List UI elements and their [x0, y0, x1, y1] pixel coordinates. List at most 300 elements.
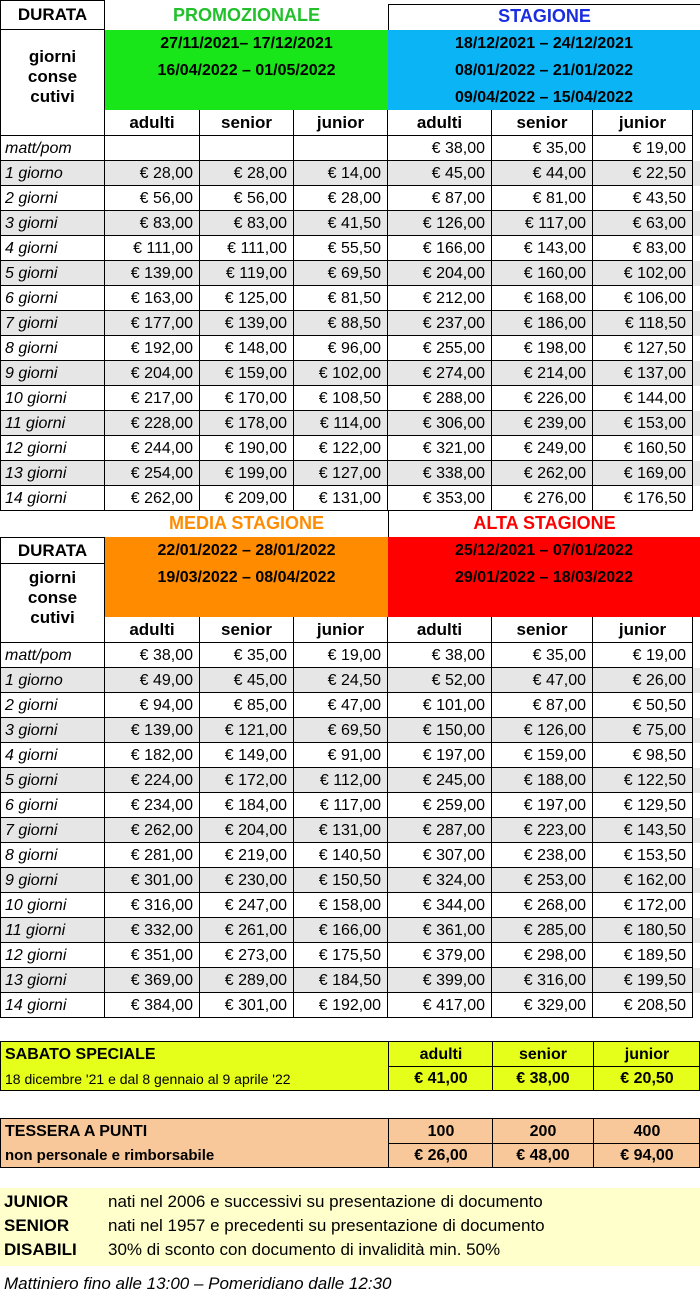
- price-cell: € 94,00: [105, 693, 200, 718]
- price-cell: € 28,00: [105, 161, 200, 186]
- table-row: [0, 436, 700, 461]
- note-key: DISABILI: [4, 1240, 77, 1259]
- giorni-line: conse: [27, 588, 78, 607]
- price-cell: € 369,00: [105, 968, 200, 993]
- tessera-subtitle: non personale e rimborsabile: [5, 1147, 215, 1164]
- price-cell: € 208,50: [593, 993, 693, 1018]
- price-cell: € 50,50: [593, 693, 693, 718]
- price-cell: € 288,00: [388, 386, 492, 411]
- price-cell: € 108,50: [294, 386, 388, 411]
- date-range: 18/12/2021 – 24/12/2021: [455, 35, 633, 52]
- price-cell: € 19,00: [294, 643, 388, 668]
- date-range: 09/04/2022 – 15/04/2022: [455, 89, 633, 106]
- price-cell: € 117,00: [492, 211, 593, 236]
- price-cell: € 121,00: [200, 718, 294, 743]
- price-cell: € 316,00: [492, 968, 593, 993]
- col-header-row: [0, 617, 700, 643]
- price-cell: [200, 136, 294, 161]
- price-cell: € 175,50: [294, 943, 388, 968]
- sabato-col: junior: [624, 1046, 670, 1063]
- price-cell: € 168,00: [492, 286, 593, 311]
- table-row: [0, 893, 700, 918]
- price-cell: € 148,00: [200, 336, 294, 361]
- price-cell: € 417,00: [388, 993, 492, 1018]
- price-cell: € 223,00: [492, 818, 593, 843]
- price-cell: € 126,00: [492, 718, 593, 743]
- price-cell: € 55,50: [294, 236, 388, 261]
- table-row: [0, 668, 700, 693]
- price-cell: € 324,00: [388, 868, 492, 893]
- price-cell: € 137,00: [593, 361, 693, 386]
- row-label: 4 giorni: [0, 236, 105, 261]
- row-label: 4 giorni: [0, 743, 105, 768]
- price-cell: € 45,00: [388, 161, 492, 186]
- price-cell: € 49,00: [105, 668, 200, 693]
- price-cell: € 332,00: [105, 918, 200, 943]
- row-label: 7 giorni: [0, 311, 105, 336]
- price-cell: € 166,00: [388, 236, 492, 261]
- price-cell: € 204,00: [200, 818, 294, 843]
- price-cell: € 184,50: [294, 968, 388, 993]
- price-cell: € 47,00: [492, 668, 593, 693]
- price-cell: € 122,50: [593, 768, 693, 793]
- row-label: 5 giorni: [0, 261, 105, 286]
- price-cell: € 88,50: [294, 311, 388, 336]
- table-row: [0, 718, 700, 743]
- price-cell: € 163,00: [105, 286, 200, 311]
- price-cell: € 316,00: [105, 893, 200, 918]
- price-cell: € 259,00: [388, 793, 492, 818]
- price-cell: € 127,00: [294, 461, 388, 486]
- price-cell: € 169,00: [593, 461, 693, 486]
- table-row: [0, 161, 700, 186]
- price-cell: € 122,00: [294, 436, 388, 461]
- table-row: [0, 211, 700, 236]
- date-range: 25/12/2021 – 07/01/2022: [455, 542, 633, 559]
- price-cell: € 91,00: [294, 743, 388, 768]
- price-cell: € 274,00: [388, 361, 492, 386]
- date-range: 19/03/2022 – 08/04/2022: [157, 569, 336, 586]
- row-label: 2 giorni: [0, 693, 105, 718]
- row-label: 14 giorni: [0, 993, 105, 1018]
- giorni-line: cutivi: [30, 608, 75, 627]
- price-cell: € 180,50: [593, 918, 693, 943]
- row-label: 12 giorni: [0, 436, 105, 461]
- price-cell: € 186,00: [492, 311, 593, 336]
- table-row: [0, 843, 700, 868]
- price-cell: € 111,00: [200, 236, 294, 261]
- table-row: [0, 461, 700, 486]
- price-cell: € 106,00: [593, 286, 693, 311]
- giorni-line: cutivi: [30, 87, 75, 106]
- table-row: [0, 261, 700, 286]
- note-key: JUNIOR: [4, 1192, 69, 1211]
- row-label: 13 giorni: [0, 968, 105, 993]
- price-cell: € 28,00: [200, 161, 294, 186]
- price-cell: € 22,50: [593, 161, 693, 186]
- price-cell: € 244,00: [105, 436, 200, 461]
- price-cell: € 24,50: [294, 668, 388, 693]
- price-cell: € 139,00: [200, 311, 294, 336]
- price-cell: € 159,00: [200, 361, 294, 386]
- price-cell: € 102,00: [294, 361, 388, 386]
- band-title-stagione: STAGIONE: [388, 4, 700, 30]
- table-row: [0, 186, 700, 211]
- price-cell: € 281,00: [105, 843, 200, 868]
- price-cell: € 38,00: [105, 643, 200, 668]
- price-cell: € 306,00: [388, 411, 492, 436]
- tessera-col: 400: [633, 1123, 661, 1140]
- price-cell: € 209,00: [200, 486, 294, 511]
- price-cell: € 285,00: [492, 918, 593, 943]
- row-label: 14 giorni: [0, 486, 105, 511]
- row-label: 9 giorni: [0, 868, 105, 893]
- durata-header: DURATA: [0, 537, 105, 564]
- price-cell: € 81,00: [492, 186, 593, 211]
- price-cell: € 83,00: [593, 236, 693, 261]
- price-cell: € 237,00: [388, 311, 492, 336]
- price-cell: € 268,00: [492, 893, 593, 918]
- row-label: 11 giorni: [0, 411, 105, 436]
- price-cell: € 153,00: [593, 411, 693, 436]
- price-cell: € 344,00: [388, 893, 492, 918]
- col-header-row: [0, 110, 700, 136]
- price-cell: € 38,00: [388, 136, 492, 161]
- price-cell: € 131,00: [294, 818, 388, 843]
- price-cell: € 177,00: [105, 311, 200, 336]
- price-cell: € 45,00: [200, 668, 294, 693]
- price-cell: € 255,00: [388, 336, 492, 361]
- price-cell: € 102,00: [593, 261, 693, 286]
- price-cell: € 192,00: [105, 336, 200, 361]
- price-cell: € 249,00: [492, 436, 593, 461]
- price-cell: € 204,00: [105, 361, 200, 386]
- price-cell: € 351,00: [105, 943, 200, 968]
- price-cell: € 273,00: [200, 943, 294, 968]
- table-row: [0, 361, 700, 386]
- price-cell: € 338,00: [388, 461, 492, 486]
- row-label: 6 giorni: [0, 793, 105, 818]
- table-row: [0, 386, 700, 411]
- tessera-col: 200: [529, 1123, 557, 1140]
- giorni-line: conse: [27, 67, 78, 86]
- price-cell: € 83,00: [200, 211, 294, 236]
- row-label: 6 giorni: [0, 286, 105, 311]
- price-cell: € 219,00: [200, 843, 294, 868]
- price-cell: € 35,00: [492, 643, 593, 668]
- col-header-blank: [0, 110, 105, 136]
- price-cell: € 204,00: [388, 261, 492, 286]
- table-row: [0, 993, 700, 1018]
- price-cell: € 217,00: [105, 386, 200, 411]
- price-cell: € 126,00: [388, 211, 492, 236]
- price-cell: € 127,50: [593, 336, 693, 361]
- price-cell: € 384,00: [105, 993, 200, 1018]
- table-row: [0, 818, 700, 843]
- row-label: 7 giorni: [0, 818, 105, 843]
- price-cell: € 197,00: [492, 793, 593, 818]
- table-row: [0, 336, 700, 361]
- price-cell: € 87,00: [492, 693, 593, 718]
- table-row: [0, 793, 700, 818]
- price-cell: [105, 136, 200, 161]
- note-text: nati nel 1957 e precedenti su presentazione di documento: [108, 1216, 545, 1235]
- price-cell: € 160,50: [593, 436, 693, 461]
- price-cell: [294, 136, 388, 161]
- table-row: [0, 943, 700, 968]
- date-range: 16/04/2022 – 01/05/2022: [157, 62, 336, 79]
- table-row: [0, 918, 700, 943]
- price-cell: € 234,00: [105, 793, 200, 818]
- price-cell: € 198,00: [492, 336, 593, 361]
- price-cell: € 307,00: [388, 843, 492, 868]
- price-cell: € 143,00: [492, 236, 593, 261]
- giorni-label: [0, 30, 105, 110]
- price-cell: € 301,00: [105, 868, 200, 893]
- col-header: senior: [492, 110, 593, 136]
- table-row: [0, 486, 700, 511]
- col-header: adulti: [388, 617, 492, 643]
- price-cell: € 19,00: [593, 643, 693, 668]
- price-cell: € 52,00: [388, 668, 492, 693]
- tessera-col: 100: [427, 1123, 455, 1140]
- col-header: adulti: [105, 110, 200, 136]
- tessera-price: € 48,00: [516, 1147, 570, 1164]
- sabato-price: € 41,00: [414, 1070, 468, 1087]
- table-row: [0, 868, 700, 893]
- price-cell: € 83,00: [105, 211, 200, 236]
- price-cell: € 56,00: [200, 186, 294, 211]
- price-cell: € 114,00: [294, 411, 388, 436]
- table-row: [0, 743, 700, 768]
- price-cell: € 41,50: [294, 211, 388, 236]
- price-cell: € 289,00: [200, 968, 294, 993]
- date-range: 27/11/2021– 17/12/2021: [160, 35, 333, 52]
- col-header: junior: [294, 110, 388, 136]
- price-cell: € 143,50: [593, 818, 693, 843]
- price-cell: € 111,00: [105, 236, 200, 261]
- price-cell: € 162,00: [593, 868, 693, 893]
- price-cell: € 276,00: [492, 486, 593, 511]
- table-row: [0, 286, 700, 311]
- price-cell: € 101,00: [388, 693, 492, 718]
- price-cell: € 212,00: [388, 286, 492, 311]
- price-cell: € 226,00: [492, 386, 593, 411]
- row-label: 8 giorni: [0, 843, 105, 868]
- price-cell: € 230,00: [200, 868, 294, 893]
- price-cell: € 178,00: [200, 411, 294, 436]
- col-header-blank: [0, 617, 105, 643]
- price-cell: € 158,00: [294, 893, 388, 918]
- price-cell: € 172,00: [200, 768, 294, 793]
- sabato-col: adulti: [419, 1046, 463, 1063]
- price-cell: € 140,50: [294, 843, 388, 868]
- price-cell: € 125,00: [200, 286, 294, 311]
- sabato-title: SABATO SPECIALE: [5, 1046, 156, 1063]
- price-cell: € 182,00: [105, 743, 200, 768]
- price-cell: € 399,00: [388, 968, 492, 993]
- price-cell: € 98,50: [593, 743, 693, 768]
- price-cell: € 189,50: [593, 943, 693, 968]
- sabato-speciale-box: [0, 1041, 700, 1091]
- price-cell: € 176,50: [593, 486, 693, 511]
- notes-box: [0, 1188, 700, 1266]
- price-cell: € 261,00: [200, 918, 294, 943]
- price-cell: € 321,00: [388, 436, 492, 461]
- price-cell: € 44,00: [492, 161, 593, 186]
- price-cell: € 75,00: [593, 718, 693, 743]
- sabato-subtitle: 18 dicembre '21 e dal 8 gennaio al 9 aprile '22: [5, 1071, 291, 1087]
- price-cell: € 63,00: [593, 211, 693, 236]
- price-cell: € 199,00: [200, 461, 294, 486]
- price-cell: € 47,00: [294, 693, 388, 718]
- row-label: 1 giorno: [0, 161, 105, 186]
- price-cell: € 214,00: [492, 361, 593, 386]
- sabato-price: € 38,00: [516, 1070, 570, 1087]
- row-label: 10 giorni: [0, 893, 105, 918]
- price-cell: € 166,00: [294, 918, 388, 943]
- price-cell: € 119,00: [200, 261, 294, 286]
- row-label: 3 giorni: [0, 211, 105, 236]
- row-label: 9 giorni: [0, 361, 105, 386]
- price-cell: € 199,50: [593, 968, 693, 993]
- price-cell: € 190,00: [200, 436, 294, 461]
- row-label: matt/pom: [0, 136, 105, 161]
- price-cell: € 329,00: [492, 993, 593, 1018]
- price-cell: € 14,00: [294, 161, 388, 186]
- price-cell: € 153,50: [593, 843, 693, 868]
- note-key: SENIOR: [4, 1216, 70, 1235]
- price-cell: € 238,00: [492, 843, 593, 868]
- price-cell: € 262,00: [105, 818, 200, 843]
- price-cell: € 262,00: [492, 461, 593, 486]
- price-cell: € 150,50: [294, 868, 388, 893]
- col-header: adulti: [105, 617, 200, 643]
- price-cell: € 69,50: [294, 261, 388, 286]
- row-label: 13 giorni: [0, 461, 105, 486]
- row-label: 12 giorni: [0, 943, 105, 968]
- band-dates-alta-stagione: [388, 537, 700, 617]
- price-cell: € 81,50: [294, 286, 388, 311]
- band-dates-stagione: [388, 30, 700, 110]
- price-cell: € 197,00: [388, 743, 492, 768]
- price-cell: € 149,00: [200, 743, 294, 768]
- col-header: junior: [593, 617, 693, 643]
- col-header: adulti: [388, 110, 492, 136]
- price-cell: € 192,00: [294, 993, 388, 1018]
- price-cell: € 144,00: [593, 386, 693, 411]
- sabato-col: senior: [518, 1046, 567, 1063]
- col-header: junior: [294, 617, 388, 643]
- price-cell: € 150,00: [388, 718, 492, 743]
- price-cell: € 85,00: [200, 693, 294, 718]
- row-label: 3 giorni: [0, 718, 105, 743]
- price-cell: € 287,00: [388, 818, 492, 843]
- giorni-line: giorni: [28, 568, 77, 587]
- price-cell: € 35,00: [492, 136, 593, 161]
- price-cell: € 160,00: [492, 261, 593, 286]
- footer-note: Mattiniero fino alle 13:00 – Pomeridiano dalle 12:30: [4, 1274, 392, 1293]
- table-row: [0, 643, 700, 668]
- price-cell: € 69,50: [294, 718, 388, 743]
- price-cell: € 35,00: [200, 643, 294, 668]
- durata-header: DURATA: [0, 0, 105, 30]
- price-cell: € 188,00: [492, 768, 593, 793]
- band-dates-promozionale: [105, 30, 388, 110]
- price-cell: € 301,00: [200, 993, 294, 1018]
- price-cell: € 379,00: [388, 943, 492, 968]
- col-header: senior: [492, 617, 593, 643]
- price-cell: € 26,00: [593, 668, 693, 693]
- date-range: 08/01/2022 – 21/01/2022: [455, 62, 633, 79]
- price-cell: € 56,00: [105, 186, 200, 211]
- price-cell: € 239,00: [492, 411, 593, 436]
- col-header: senior: [200, 110, 294, 136]
- price-cell: € 38,00: [388, 643, 492, 668]
- price-cell: € 184,00: [200, 793, 294, 818]
- col-header: senior: [200, 617, 294, 643]
- row-label: matt/pom: [0, 643, 105, 668]
- price-cell: € 28,00: [294, 186, 388, 211]
- price-cell: € 361,00: [388, 918, 492, 943]
- price-cell: € 118,50: [593, 311, 693, 336]
- price-cell: € 353,00: [388, 486, 492, 511]
- band-title-media-stagione: MEDIA STAGIONE: [168, 513, 324, 533]
- price-cell: € 298,00: [492, 943, 593, 968]
- price-cell: € 224,00: [105, 768, 200, 793]
- band-title-alta-stagione: ALTA STAGIONE: [388, 511, 700, 537]
- price-cell: € 112,00: [294, 768, 388, 793]
- table-row: [0, 968, 700, 993]
- price-cell: € 228,00: [105, 411, 200, 436]
- table-row: [0, 768, 700, 793]
- sabato-price: € 20,50: [620, 1070, 674, 1087]
- col-header: junior: [593, 110, 693, 136]
- price-cell: € 131,00: [294, 486, 388, 511]
- price-cell: € 262,00: [105, 486, 200, 511]
- date-range: 29/01/2022 – 18/03/2022: [455, 569, 633, 586]
- price-cell: € 159,00: [492, 743, 593, 768]
- price-cell: € 247,00: [200, 893, 294, 918]
- tessera-title: TESSERA A PUNTI: [5, 1123, 148, 1140]
- price-cell: € 170,00: [200, 386, 294, 411]
- giorni-line: giorni: [28, 47, 77, 66]
- table-row: [0, 411, 700, 436]
- price-cell: € 129,50: [593, 793, 693, 818]
- price-cell: € 139,00: [105, 261, 200, 286]
- giorni-label: [0, 564, 105, 627]
- table-row: [0, 693, 700, 718]
- table-row: [0, 311, 700, 336]
- band-title-promozionale: PROMOZIONALE: [173, 5, 320, 25]
- price-cell: € 139,00: [105, 718, 200, 743]
- row-label: 8 giorni: [0, 336, 105, 361]
- band-dates-media-stagione: [105, 537, 388, 617]
- tessera-punti-box: [0, 1118, 700, 1168]
- price-cell: € 117,00: [294, 793, 388, 818]
- row-label: 2 giorni: [0, 186, 105, 211]
- price-cell: € 19,00: [593, 136, 693, 161]
- row-label: 1 giorno: [0, 668, 105, 693]
- price-cell: € 43,50: [593, 186, 693, 211]
- table-row: [0, 236, 700, 261]
- price-cell: € 245,00: [388, 768, 492, 793]
- price-cell: € 254,00: [105, 461, 200, 486]
- table-row: [0, 136, 700, 161]
- price-cell: € 172,00: [593, 893, 693, 918]
- price-cell: € 87,00: [388, 186, 492, 211]
- tessera-price: € 26,00: [414, 1147, 468, 1164]
